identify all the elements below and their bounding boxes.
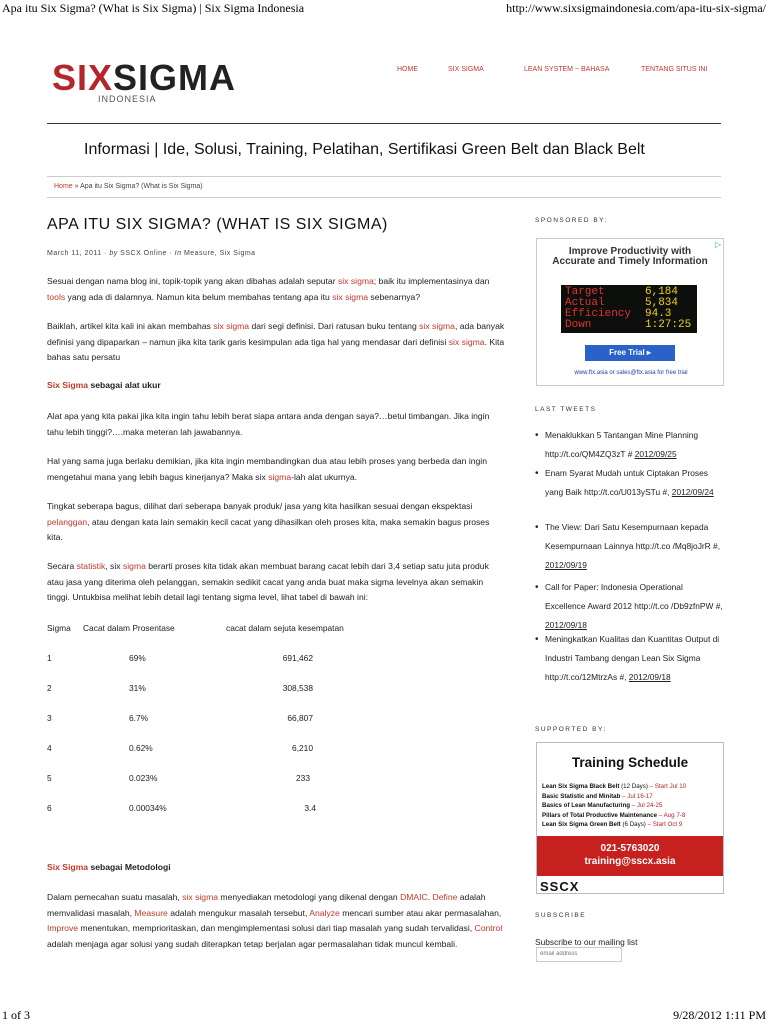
table-cell: 4 xyxy=(47,743,52,753)
post-in: In xyxy=(174,250,182,257)
print-url: http://www.sixsigmaindonesia.com/apa-itu-six-sigma/ xyxy=(506,1,766,15)
link-define[interactable]: Define xyxy=(432,892,458,902)
section-heading-measure: Six Sigma sebagai alat ukur xyxy=(47,380,161,390)
paragraph-measure: Alat apa yang kita pakai jika kita ingin tahu lebih berat siapa antara anda dengan saya?…betul timbangan. Jika ingin tahu lebih tinggi?….maka meteran lah jawabannya. xyxy=(47,411,490,437)
table-cell: 1 xyxy=(47,653,52,663)
post-category[interactable]: Measure, Six Sigma xyxy=(181,250,256,257)
free-trial-button[interactable]: Free Trial ▸ xyxy=(585,345,675,361)
link-six-sigma[interactable]: six sigma xyxy=(332,291,369,302)
print-datetime: 9/28/2012 1:11 PM xyxy=(673,1008,766,1022)
last-tweets-label: LAST TWEETS xyxy=(535,406,597,413)
print-page-number: 1 of 3 xyxy=(2,1008,30,1022)
post-meta xyxy=(47,250,256,257)
training-line: Basic Statistic and Minitab – Jul 16-17 xyxy=(542,792,653,800)
paragraph-intro: Sesuai dengan nama blog ini, topik-topik yang akan dibahas adalah seputar six sigma; baik itu implementasinya dan tools yang ada di dalamnya. Namun kita belum membahas tentang apa itu six sigma sebenarnya? xyxy=(47,276,490,302)
logo-sigma: SIGMA xyxy=(113,57,237,98)
nav-lean-system[interactable]: LEAN SYSTEM ~ BAHASA xyxy=(524,66,610,73)
nav-tentang[interactable]: TENTANG SITUS INI xyxy=(641,66,708,73)
table-cell: 0.62% xyxy=(129,743,153,753)
table-cell: 308,538 xyxy=(282,683,313,693)
table-cell: 2 xyxy=(47,683,52,693)
table-header: cacat dalam sejuta kesempatan xyxy=(226,623,344,633)
contact-banner xyxy=(537,836,723,876)
sponsored-label: SPONSORED BY: xyxy=(535,217,608,224)
ad-footer: www.ftx.asia or sales@ftx.asia for free trial xyxy=(574,370,688,376)
table-cell: 233 xyxy=(296,773,310,783)
table-cell: 6 xyxy=(47,803,52,813)
print-title: Apa itu Six Sigma? (What is Six Sigma) | Six Sigma Indonesia xyxy=(2,1,305,15)
link-dmaic[interactable]: DMAIC xyxy=(400,892,428,902)
link-tools[interactable]: tools xyxy=(47,291,66,302)
section-heading-methodology: Six Sigma sebagai Metodologi xyxy=(47,862,171,872)
training-schedule-title: Training Schedule xyxy=(571,755,689,770)
email-input[interactable] xyxy=(536,947,622,962)
tweet-date-link[interactable]: 2012/09/25 xyxy=(634,449,677,459)
table-cell: 69% xyxy=(129,653,146,663)
training-line: Pillars of Total Productive Maintenance – Aug 7-8 xyxy=(542,811,686,819)
paragraph-statistics: Secara statistik, six sigma berarti proses kita tidak akan membuat barang cacat lebih dari 3,4 setiap satu juta produk atau jasa yang diterima oleh pelanggan, semakin sedikit cacat yang anda buat maka sigma levelnya akan semakin tinggi. Untukbisa melihat lebih detail lagi tentang sigma level, lihat tabel di bawah ini: xyxy=(47,561,489,602)
breadcrumb-current: Apa itu Six Sigma? (What is Six Sigma) xyxy=(80,183,203,190)
sponsor-ad-ftx[interactable] xyxy=(536,238,724,386)
link-sigma[interactable]: sigma xyxy=(268,471,292,482)
link-six-sigma[interactable]: six sigma xyxy=(419,321,455,331)
link-six-sigma[interactable]: six sigma xyxy=(213,321,250,331)
adchoices-icon[interactable]: ▷ xyxy=(714,240,721,249)
contact-phone: 021-5763020 xyxy=(600,843,660,854)
table-cell: 691,462 xyxy=(282,653,313,663)
post-date: March 11, 2011 · xyxy=(47,250,110,257)
ad-scoreboard: Target 6,184 Actual 5,834 Efficiency 94.3 Down 1:27:25 xyxy=(561,285,697,333)
table-cell: 3.4 xyxy=(304,803,316,813)
breadcrumb xyxy=(47,176,721,198)
link-control[interactable]: Control xyxy=(474,923,503,933)
link-statistik[interactable]: statistik xyxy=(76,561,106,571)
link-six-sigma[interactable]: Six Sigma xyxy=(47,380,89,390)
post-by: by xyxy=(109,250,118,257)
training-line: Basics of Lean Manufacturing – Jul 24-25 xyxy=(542,802,663,809)
post-title: APA ITU SIX SIGMA? (WHAT IS SIX SIGMA) xyxy=(47,216,388,233)
breadcrumb-separator: » xyxy=(72,183,81,190)
link-pelanggan[interactable]: pelanggan xyxy=(47,516,88,527)
contact-email: training@sscx.asia xyxy=(584,856,676,867)
link-improve[interactable]: Improve xyxy=(47,923,79,933)
logo-indonesia: INDONESIA xyxy=(98,94,157,104)
training-list xyxy=(542,782,726,830)
post-author[interactable]: SSCX Online · xyxy=(117,250,175,257)
breadcrumb-home[interactable]: Home xyxy=(54,183,73,190)
table-cell: 0.00034% xyxy=(129,803,167,813)
nav-six-sigma[interactable]: SIX SIGMA xyxy=(448,66,484,73)
nav-home[interactable]: HOME xyxy=(397,66,418,73)
subscribe-label: SUBSCRIBE xyxy=(535,912,587,919)
training-line: Lean Six Sigma Black Belt (12 Days) – Start Jul 10 xyxy=(542,783,687,790)
tweet-date-link[interactable]: 2012/09/24 xyxy=(671,487,714,497)
link-analyze[interactable]: Analyze xyxy=(309,907,340,918)
training-line: Lean Six Sigma Green Belt (6 Days) – Start Oct 9 xyxy=(542,821,683,828)
sscx-training-ad[interactable] xyxy=(536,742,724,894)
link-measure[interactable]: Measure xyxy=(134,907,168,918)
ad-headline: Improve Productivity with Accurate and Timely Information xyxy=(552,246,708,267)
table-cell: 31% xyxy=(129,683,146,693)
link-six-sigma[interactable]: six sigma xyxy=(448,336,485,347)
paragraph-definition: Baiklah, artikel kita kali ini akan membahas six sigma dari segi definisi. Dari ratusan buku tentang six sigma, ada banyak definisi yang dipaparkan – namun jika kita tarik garis kesimpulan ada tiga hal yang mendasar dari definisi six sigma. Kita bahas satu persatu xyxy=(47,321,505,362)
table-cell: 6,210 xyxy=(292,743,313,753)
table-cell: 5 xyxy=(47,773,52,783)
paragraph-quality: Tingkat seberapa bagus, dilihat dari seberapa banyak produk/ jasa yang kita hasilkan sesuai dengan ekspektasi pelanggan, atau dengan kata lain semakin kecil cacat yang dihasilkan oleh proses kita, maka semakin bagus proses kita. xyxy=(47,501,490,542)
link-sigma[interactable]: sigma xyxy=(122,561,146,571)
print-header xyxy=(0,0,768,20)
sscx-logo: SSCX xyxy=(540,879,580,894)
subscribe-text: Subscribe to our mailing list xyxy=(535,937,638,947)
link-six-sigma[interactable]: six sigma xyxy=(182,892,219,902)
tweet-date-link[interactable]: 2012/09/18 xyxy=(628,672,671,682)
paragraph-dmaic: Dalam pemecahan suatu masalah, six sigma menyediakan metodologi yang dikenal dengan DMAIC. Define adalah memvalidasi masalah, Measure adalah mengukur masalah tersebut, Analyze mencari sumber atau akar permasalahan, Improve menentukan, memprioritaskan, dan mengimplementasi solusi dari tiap masalah yang sudah tervalidasi, Control adalah menjaga agar solusi yang sudah diterapkan tetap berjalan agar permasalahan tidak muncul kembali. xyxy=(47,892,503,949)
tweet-date-link[interactable]: 2012/09/19 xyxy=(545,560,587,570)
link-six-sigma[interactable]: Six Sigma xyxy=(47,862,89,872)
table-cell: 3 xyxy=(47,713,52,723)
supported-label: SUPPORTED BY: xyxy=(535,726,607,733)
site-logo[interactable] xyxy=(52,57,237,110)
logo-six: SIX xyxy=(52,57,114,98)
table-cell: 0.023% xyxy=(129,773,158,783)
table-header: Sigma xyxy=(47,623,71,633)
tweet-date-link[interactable]: 2012/09/18 xyxy=(545,620,587,630)
header-divider xyxy=(47,123,721,124)
paragraph-compare: Hal yang sama juga berlaku demikian, jika kita ingin membandingkan dua atau lebih proses yang berbeda dan ingin mengetahui mana yang lebih bagus kinerjanya? Maka six sigma-lah alat ukurnya. xyxy=(47,456,487,482)
link-six-sigma[interactable]: six sigma xyxy=(337,276,374,286)
table-header: Cacat dalam Prosentase xyxy=(83,623,175,633)
table-cell: 66,807 xyxy=(287,713,313,723)
table-cell: 6.7% xyxy=(129,713,149,723)
site-tagline: Informasi | Ide, Solusi, Training, Pelatihan, Sertifikasi Green Belt dan Black Belt xyxy=(84,141,645,158)
